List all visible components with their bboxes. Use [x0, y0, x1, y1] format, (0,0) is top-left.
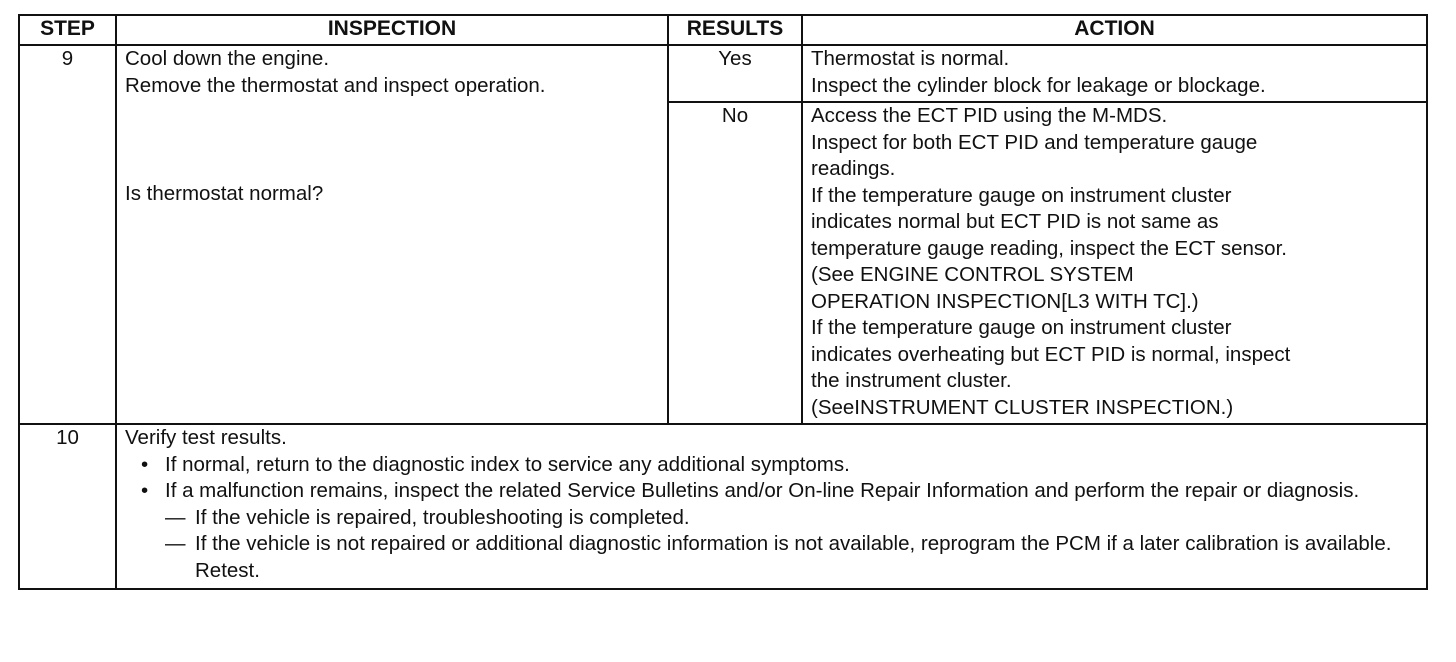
header-action: ACTION — [802, 15, 1427, 45]
header-step: STEP — [19, 15, 116, 45]
diagnostic-table — [18, 14, 1428, 590]
action-line: Inspect the cylinder block for leakage or blockage. — [811, 73, 1266, 97]
step-9-inspection — [116, 45, 668, 424]
step-9-number: 9 — [19, 45, 116, 424]
action-line: OPERATION INSPECTION[L3 WITH TC].) — [811, 289, 1199, 313]
bullet-text: If normal, return to the diagnostic index to service any additional symptoms. — [165, 452, 850, 476]
spacer — [125, 99, 659, 181]
step-9-yes-row — [19, 45, 1427, 102]
action-line: If the temperature gauge on instrument cluster — [811, 316, 1232, 339]
step-10-bullet-list — [125, 452, 1418, 585]
action-line: If the temperature gauge on instrument cluster — [811, 183, 1232, 207]
bullet-text: If a malfunction remains, inspect the related Service Bulletins and/or On-line Repair Information and perform the repair or diagnosis. — [165, 479, 1360, 502]
step-9-inspection-line: Remove the thermostat and inspect operation. — [125, 73, 546, 97]
sub-item-text: If the vehicle is not repaired or additional diagnostic information is not available, reprogram the PCM if a later calibration is available. Retest. — [195, 532, 1392, 582]
step-9-question: Is thermostat normal? — [125, 182, 324, 205]
header-inspection: INSPECTION — [116, 15, 668, 45]
header-results: RESULTS — [668, 15, 802, 45]
diagnostic-procedure-sheet — [18, 14, 1426, 590]
action-line: Thermostat is normal. — [811, 47, 1010, 70]
step-10-row — [19, 424, 1427, 589]
step-9-inspection-line: Cool down the engine. — [125, 47, 330, 70]
bullet-item — [137, 478, 1418, 584]
action-line: readings. — [811, 157, 896, 180]
step-9-action-no — [802, 102, 1427, 424]
action-line: (See ENGINE CONTROL SYSTEM — [811, 263, 1134, 286]
table-header-row — [19, 15, 1427, 45]
step-9-result-yes: Yes — [668, 45, 802, 102]
action-line: indicates overheating but ECT PID is normal, inspect — [811, 342, 1291, 366]
sub-item — [165, 531, 1418, 584]
step-10-content — [116, 424, 1427, 589]
action-line: Access the ECT PID using the M-MDS. — [811, 104, 1168, 127]
action-line: temperature gauge reading, inspect the ECT sensor. — [811, 236, 1287, 260]
action-line: the instrument cluster. — [811, 369, 1012, 392]
action-line: Inspect for both ECT PID and temperature gauge — [811, 130, 1258, 154]
action-line: (SeeINSTRUMENT CLUSTER INSPECTION.) — [811, 395, 1234, 419]
sub-item — [165, 505, 1418, 532]
sub-item-text: If the vehicle is repaired, troubleshooting is completed. — [195, 505, 690, 529]
action-line: indicates normal but ECT PID is not same as — [811, 210, 1219, 233]
step-10-number: 10 — [19, 424, 116, 589]
step-9-action-yes — [802, 45, 1427, 102]
step-9-result-no: No — [668, 102, 802, 424]
bullet-item — [137, 452, 1418, 479]
sub-item-list — [165, 505, 1418, 585]
step-10-intro: Verify test results. — [125, 426, 287, 449]
